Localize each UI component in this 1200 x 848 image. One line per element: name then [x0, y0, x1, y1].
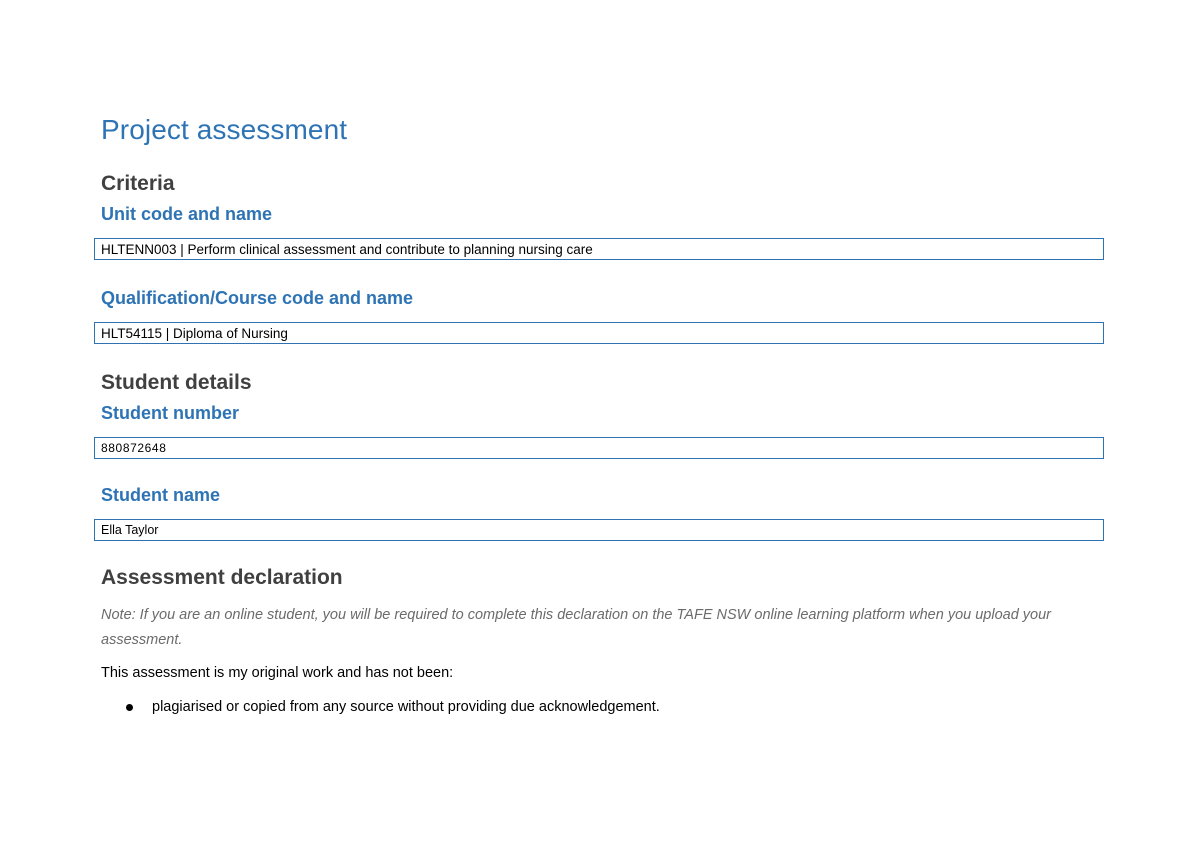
page-title: Project assessment: [101, 114, 348, 145]
criteria-heading: Criteria: [101, 172, 175, 195]
declaration-note: Note: If you are an online student, you will be required to complete this declaration on the TAFE NSW online learning platform when you upload your assessment.: [101, 607, 1052, 648]
unit-code-value: HLTENN003 | Perform clinical assessment and contribute to planning nursing care: [101, 241, 593, 257]
declaration-statement: This assessment is my original work and has not been:: [101, 665, 454, 681]
unit-code-label: Unit code and name: [101, 204, 273, 224]
qualification-value: HLT54115 | Diploma of Nursing: [101, 325, 288, 341]
declaration-heading: Assessment declaration: [101, 566, 343, 589]
student-name-value: Ella Taylor: [101, 523, 159, 537]
student-details-heading: Student details: [101, 371, 252, 394]
student-name-label: Student name: [101, 485, 221, 505]
qualification-field[interactable]: [94, 322, 1104, 344]
unit-code-field[interactable]: [94, 238, 1104, 260]
qualification-label: Qualification/Course code and name: [101, 288, 414, 308]
list-item: [126, 699, 660, 715]
student-number-value: 880872648: [101, 441, 167, 455]
declaration-bullet-text: plagiarised or copied from any source without providing due acknowledgement.: [152, 699, 660, 715]
bullet-icon: [126, 704, 133, 711]
student-number-label: Student number: [101, 403, 239, 423]
student-name-field[interactable]: [94, 519, 1104, 541]
student-number-field[interactable]: [94, 437, 1104, 459]
